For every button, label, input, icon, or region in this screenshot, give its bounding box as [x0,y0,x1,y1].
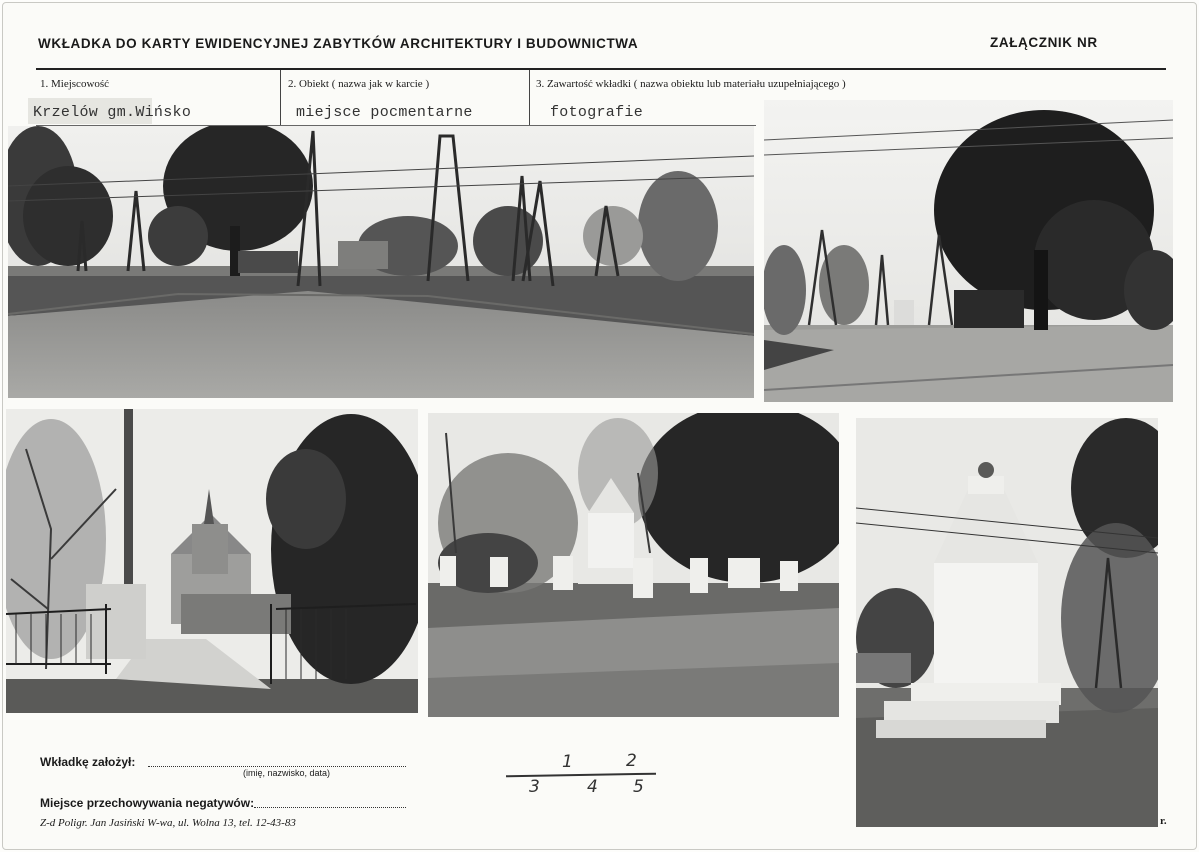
annex-number: ZAŁĄCZNIK NR [990,35,1098,50]
printer-imprint: Z-d Poligr. Jan Jasiński W-wa, ul. Wolna 13, tel. 12-43-83 [40,817,296,829]
document-title: WKŁADKA DO KARTY EWIDENCYJNEJ ZABYTKÓW ARCHITEKTURY I BUDOWNICTWA [38,36,639,51]
photo-4-monument-posts [428,413,839,717]
photo-3-church-gate [6,409,418,713]
field-value-object: miejsce pocmentarne [296,104,473,121]
photo-1-road-pylons [8,126,754,398]
field-divider [280,70,281,126]
founder-hint: (imię, nazwisko, data) [243,768,331,778]
photo-index-3: 3 [529,777,540,797]
photo-index-4: 4 [587,777,598,797]
header-rule [36,68,1166,70]
photo-index-5: 5 [633,777,644,797]
corner-mark: r. [1160,815,1167,827]
field-label-object: 2. Obiekt ( nazwa jak w karcie ) [288,78,430,90]
founder-label: Wkładkę założył: [40,755,136,769]
photo-index-1: 1 [562,752,573,772]
negatives-dotted-line [254,807,406,808]
photo-5-obelisk [856,418,1158,827]
photo-2-junction-tree [764,100,1173,402]
field-value-locality: Krzelów gm.Wińsko [33,104,192,121]
field-value-contents: fotografie [550,104,644,121]
founder-dotted-line [148,766,406,767]
photo-index-2: 2 [626,751,637,771]
negatives-label: Miejsce przechowywania negatywów: [40,796,255,810]
field-label-contents: 3. Zawartość wkładki ( nazwa obiektu lub materiału uzupełniającego ) [536,78,846,90]
field-label-locality: 1. Miejscowość [40,78,110,90]
field-divider [529,70,530,126]
